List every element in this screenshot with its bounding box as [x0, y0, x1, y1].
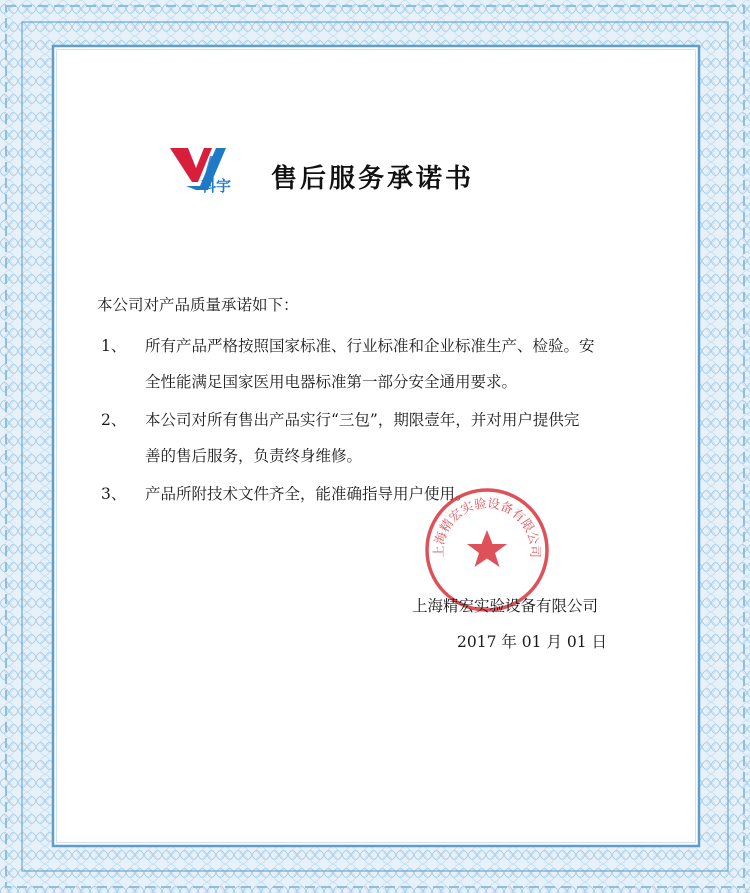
logo-wordmark: 科宇	[201, 177, 232, 195]
seal-text: 上海精宏实验设备有限公司	[430, 495, 544, 558]
signature-date: 2017 年 01 月 01 日	[457, 633, 608, 651]
item-text: 善的售后服务，负责终身维修。	[145, 447, 363, 465]
certificate-page	[57, 50, 695, 842]
item-number: 1、	[101, 337, 127, 355]
item-text: 产品所附技术文件齐全，能准确指导用户使用。	[145, 485, 471, 503]
star-icon	[467, 530, 507, 567]
item-number: 2、	[101, 411, 127, 429]
signature-company: 上海精宏实验设备有限公司	[412, 597, 599, 615]
page-title: 售后服务承诺书	[271, 164, 475, 194]
item-text: 本公司对所有售出产品实行“三包”，期限壹年，并对用户提供完	[145, 411, 580, 429]
item-number: 3、	[101, 485, 127, 503]
intro-text: 本公司对产品质量承诺如下：	[97, 296, 299, 314]
item-text: 所有产品严格按照国家标准、行业标准和企业标准生产、检验。安	[145, 337, 595, 355]
item-text: 全性能满足国家医用电器标准第一部分安全通用要求。	[145, 373, 518, 391]
